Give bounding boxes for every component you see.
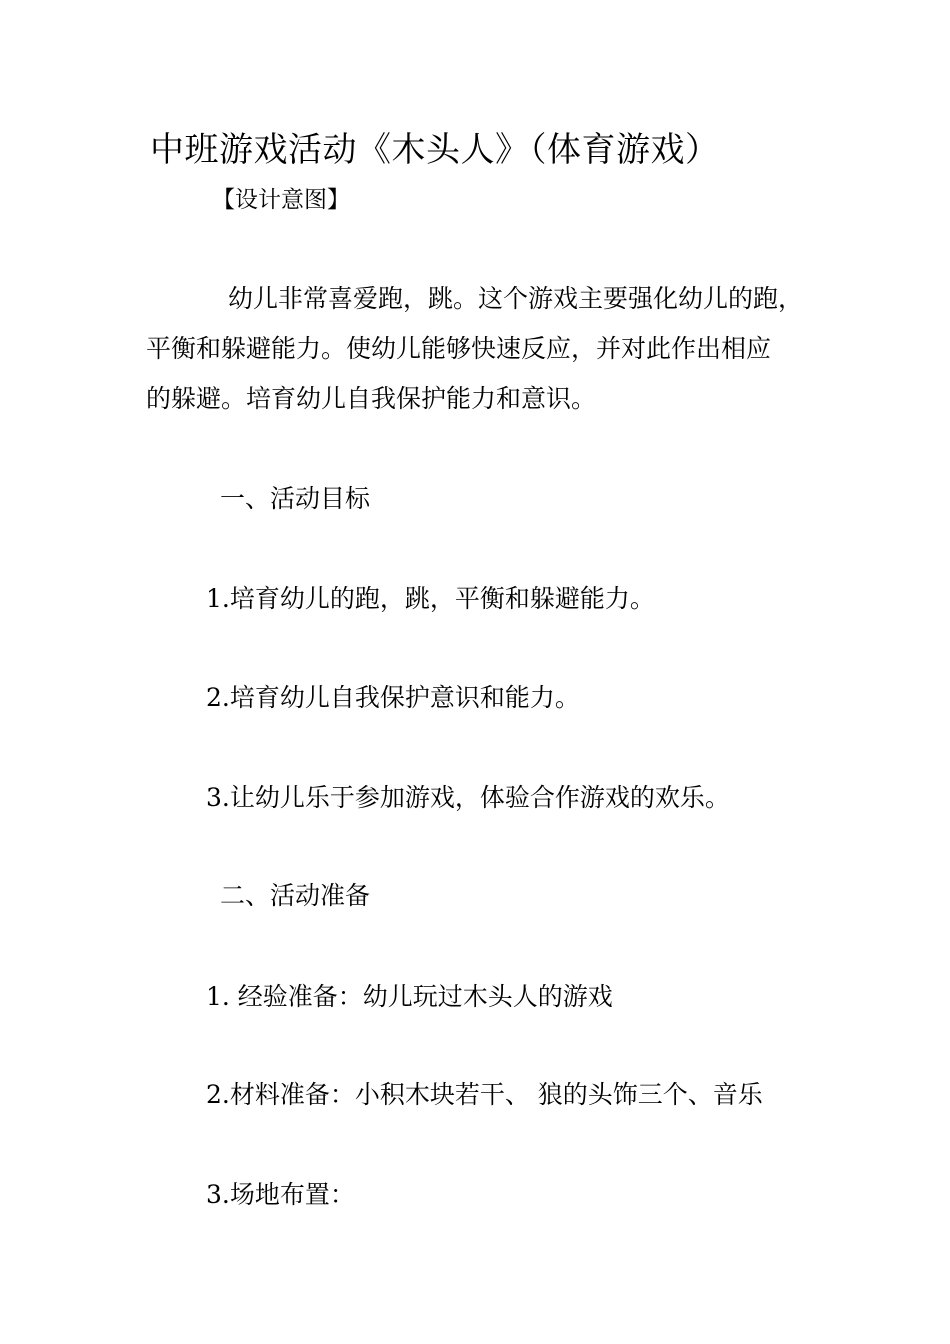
prep-item-1: 1. 经验准备：幼儿玩过木头人的游戏 [206,982,613,1011]
prep-item-2: 2.材料准备：小积木块若干、 狼的头饰三个、音乐 [206,1080,763,1109]
intro-line-3: 的躲避。培育幼儿自我保护能力和意识。 [146,384,597,413]
design-intent-heading: 【设计意图】 [212,187,350,213]
section-heading-goals: 一、活动目标 [220,484,371,513]
section-heading-preparation: 二、活动准备 [220,881,371,910]
goal-item-3: 3.让幼儿乐于参加游戏，体验合作游戏的欢乐。 [206,783,730,812]
intro-line-2: 平衡和躲避能力。使幼儿能够快速反应，并对此作出相应 [146,334,772,363]
goal-item-2: 2.培育幼儿自我保护意识和能力。 [206,683,580,712]
goal-item-1: 1.培育幼儿的跑，跳，平衡和躲避能力。 [206,584,655,613]
document-title: 中班游戏活动《木头人》（体育游戏） [150,130,720,170]
prep-item-3: 3.场地布置： [206,1180,355,1209]
intro-line-1: 幼儿非常喜爱跑，跳。这个游戏主要强化幼儿的跑， [228,284,804,313]
